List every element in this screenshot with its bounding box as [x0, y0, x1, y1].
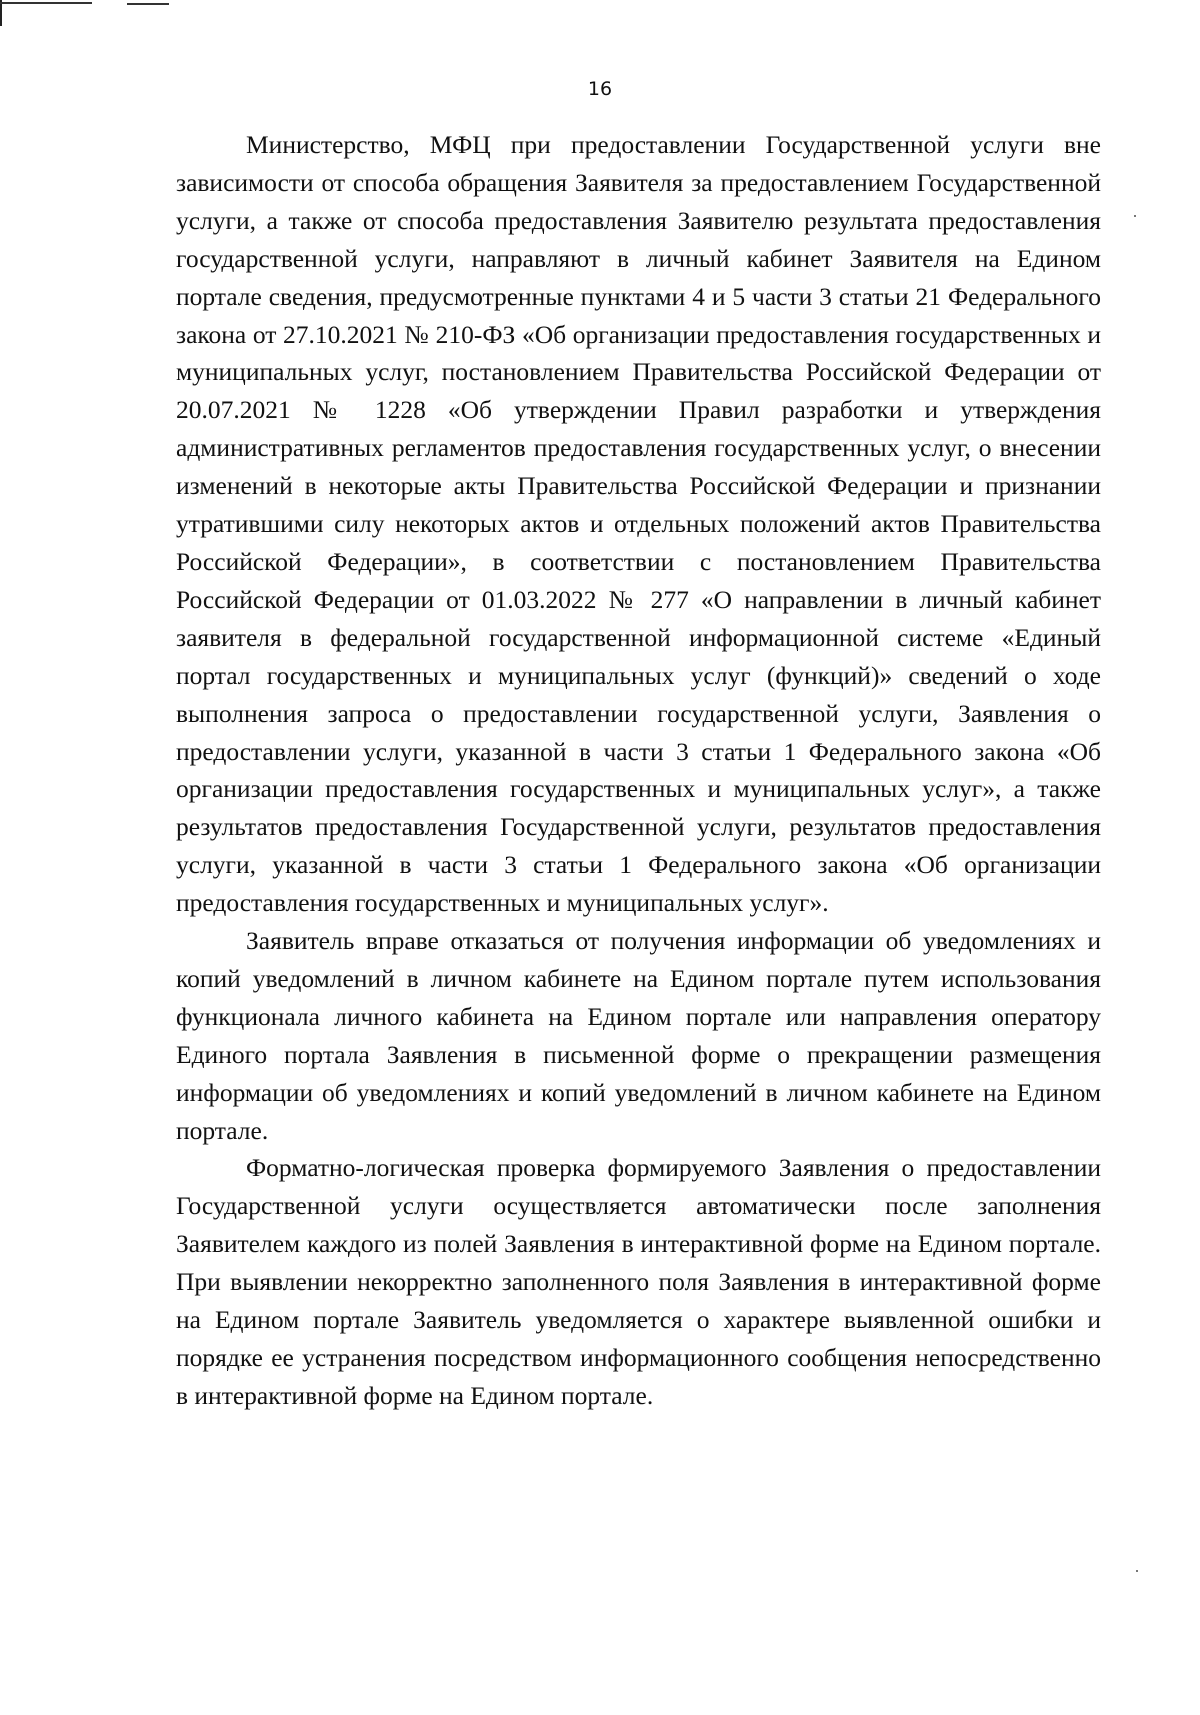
page-number: 16 [587, 78, 613, 100]
scan-edge-line [0, 2, 92, 4]
scan-edge-line [127, 3, 169, 5]
paragraph-personal-account-notifications: Министерство, МФЦ при предоставлении Государственной услуги вне зависимости от способа обращения Заявителя за предоставлением Государственной услуги, а также от способа предоставления Заявителю результата предоставления государственной услуги, направляют в личный кабинет Заявителя на Едином портале сведения, предусмотренные пунктами 4 и 5 части 3 статьи 21 Федерального закона от 27.10.2021 № 210-ФЗ «Об организации предоставления государственных и муниципальных услуг, постановлением Правительства Российской Федерации от 20.07.2021 № 1228 «Об утверждении Правил разработки и утверждения административных регламентов предоставления государственных услуг, о внесении изменений в некоторые акты Правительства Российской Федерации и признании утратившими силу некоторых актов и отдельных положений актов Правительства Российской Федерации», в соответствии с постановлением Правительства Российской Федерации от 01.03.2022 № 277 «О направлении в личный кабинет заявителя в федеральной государственной информационной системе «Единый портал государственных и муниципальных услуг (функций)» сведений о ходе выполнения запроса о предоставлении государственной услуги, Заявления о предоставлении услуги, указанной в части 3 статьи 1 Федерального закона «Об организации предоставления государственных и муниципальных услуг», а также результатов предоставления Государственной услуги, результатов предоставления услуги, указанной в части 3 статьи 1 Федерального закона «Об организации предоставления государственных и муниципальных услуг». [176, 130, 1101, 918]
scan-speck [1136, 1570, 1138, 1572]
document-body [176, 126, 1101, 1415]
paragraph-format-logic-check: Форматно-логическая проверка формируемого Заявления о предоставлении Государственной услуги осуществляется автоматически после заполнения Заявителем каждого из полей Заявления в интерактивной форме на Едином портале. При выявлении некорректно заполненного поля Заявления в интерактивной форме на Едином портале Заявитель уведомляется о характере выявленной ошибки и порядке ее устранения посредством информационного сообщения непосредственно в интерактивной форме на Едином портале. [176, 1153, 1101, 1410]
paragraph-notification-opt-out: Заявитель вправе отказаться от получения информации об уведомлениях и копий уведомлений в личном кабинете на Едином портале путем использования функционала личного кабинета на Едином портале или направления оператору Единого портала Заявления в письменной форме о прекращении размещения информации об уведомлениях и копий уведомлений в личном кабинете на Едином портале. [176, 926, 1101, 1145]
scan-speck [1134, 215, 1136, 217]
